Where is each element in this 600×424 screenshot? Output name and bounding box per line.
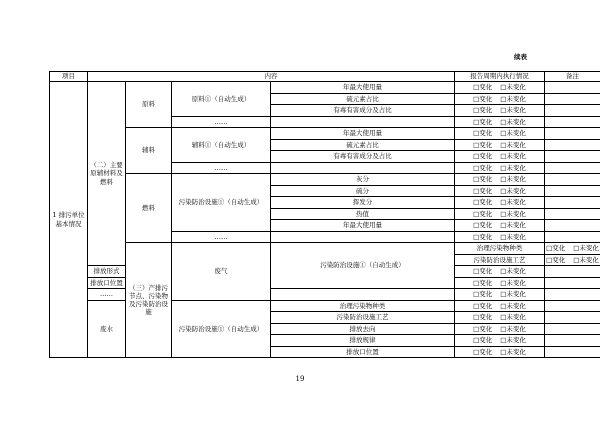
water-field: 排放规律: [271, 335, 455, 347]
option-changed[interactable]: □变化: [473, 278, 493, 287]
remark-cell: [545, 231, 600, 243]
option-changed[interactable]: □变化: [473, 324, 493, 333]
option-unchanged[interactable]: □未变化: [500, 198, 526, 207]
fuel-field: 灰分: [271, 174, 455, 186]
status-options: [455, 335, 545, 347]
option-unchanged[interactable]: □未变化: [500, 313, 526, 322]
option-changed[interactable]: □变化: [473, 267, 493, 276]
fuel-field: 热值: [271, 208, 455, 220]
remark-cell: [545, 174, 600, 186]
table-row: [50, 128, 600, 140]
status-options: [455, 93, 545, 105]
raw-field: 硫元素占比: [271, 93, 455, 105]
status-options: [545, 243, 600, 255]
option-changed[interactable]: □变化: [473, 175, 493, 184]
aux-item: 辅料①（自动生成）: [172, 128, 271, 163]
option-changed[interactable]: □变化: [473, 140, 493, 149]
remark-cell: [545, 277, 600, 289]
table-row: [50, 174, 600, 186]
gas-field: 污染防治设施工艺: [455, 254, 545, 266]
water-field: 排放去向: [271, 323, 455, 335]
remark-cell: [545, 300, 600, 312]
header-report: 报告周期内执行情况: [455, 72, 545, 82]
fuel-field: 年最大使用量: [271, 220, 455, 232]
fuel-field: 硫分: [271, 185, 455, 197]
option-changed[interactable]: □变化: [473, 313, 493, 322]
remark-cell: [545, 197, 600, 209]
option-unchanged[interactable]: □未变化: [500, 324, 526, 333]
option-changed[interactable]: □变化: [473, 106, 493, 115]
remark-cell: [545, 312, 600, 324]
remark-cell: [545, 323, 600, 335]
remark-cell: [545, 139, 600, 151]
status-options: [455, 151, 545, 163]
raw-more: ……: [172, 116, 271, 128]
table-row: [50, 243, 600, 255]
option-unchanged[interactable]: □未变化: [573, 244, 599, 253]
aux-more: ……: [172, 162, 271, 174]
status-options: [455, 174, 545, 186]
header-item: 项目: [50, 72, 88, 82]
raw-category: 原料: [126, 82, 172, 128]
option-changed[interactable]: □变化: [473, 129, 493, 138]
water-field: 治理污染物种类: [271, 300, 455, 312]
fuel-more-field: [271, 231, 455, 243]
option-unchanged[interactable]: □未变化: [500, 117, 526, 126]
aux-more-field: [271, 162, 455, 174]
gas-more-field: [271, 289, 455, 301]
status-options: [455, 208, 545, 220]
status-options: [455, 277, 545, 289]
option-unchanged[interactable]: □未变化: [573, 255, 599, 264]
report-table: [49, 71, 600, 358]
page-number: 19: [295, 375, 305, 383]
status-options: [455, 185, 545, 197]
status-options: [455, 105, 545, 117]
option-unchanged[interactable]: □未变化: [500, 336, 526, 345]
remark-cell: [545, 208, 600, 220]
status-options: [455, 220, 545, 232]
option-unchanged[interactable]: □未变化: [500, 163, 526, 172]
option-changed[interactable]: □变化: [473, 232, 493, 241]
remark-cell: [545, 220, 600, 232]
option-unchanged[interactable]: □未变化: [500, 106, 526, 115]
option-unchanged[interactable]: □未变化: [500, 83, 526, 92]
option-unchanged[interactable]: □未变化: [500, 278, 526, 287]
option-changed[interactable]: □变化: [546, 244, 566, 253]
status-options: [455, 346, 545, 358]
header-remark: 备注: [545, 72, 600, 82]
remark-cell: [545, 105, 600, 117]
header-row: [50, 72, 600, 82]
option-changed[interactable]: □变化: [473, 221, 493, 230]
header-content: 内容: [88, 72, 455, 82]
gas-field: 排放口位置: [88, 277, 126, 289]
gas-field: 排放形式: [88, 266, 126, 278]
option-unchanged[interactable]: □未变化: [500, 175, 526, 184]
gas-field: 治理污染物种类: [455, 243, 545, 255]
option-unchanged[interactable]: □未变化: [500, 347, 526, 356]
remark-cell: [545, 128, 600, 140]
status-options: [455, 162, 545, 174]
status-options: [455, 312, 545, 324]
status-options: [455, 82, 545, 94]
remark-cell: [545, 346, 600, 358]
aux-field: 年最大使用量: [271, 128, 455, 140]
option-unchanged[interactable]: □未变化: [500, 232, 526, 241]
option-unchanged[interactable]: □未变化: [500, 186, 526, 195]
remark-cell: [545, 162, 600, 174]
option-changed[interactable]: □变化: [473, 152, 493, 161]
aux-field: 硫元素占比: [271, 139, 455, 151]
subsection-materials: （二）主要原辅材料及燃料: [88, 82, 126, 266]
option-changed[interactable]: □变化: [473, 336, 493, 345]
option-unchanged[interactable]: □未变化: [500, 267, 526, 276]
remark-cell: [545, 289, 600, 301]
fuel-category: 燃料: [126, 174, 172, 243]
option-changed[interactable]: □变化: [473, 301, 493, 310]
water-field: 污染防治设施工艺: [271, 312, 455, 324]
remark-cell: [545, 335, 600, 347]
remark-cell: [545, 151, 600, 163]
remark-cell: [545, 82, 600, 94]
gas-item: 污染防治设施①（自动生成）: [271, 243, 455, 289]
status-options: [455, 197, 545, 209]
status-options: [545, 254, 600, 266]
option-changed[interactable]: □变化: [473, 290, 493, 299]
aux-field: 有毒有害成分及占比: [271, 151, 455, 163]
continued-label: 续表: [514, 53, 527, 61]
status-options: [455, 231, 545, 243]
table-row: [50, 82, 600, 94]
option-unchanged[interactable]: □未变化: [500, 129, 526, 138]
option-unchanged[interactable]: □未变化: [500, 140, 526, 149]
fuel-more: ……: [172, 231, 271, 243]
status-options: [455, 116, 545, 128]
option-changed[interactable]: □变化: [473, 83, 493, 92]
option-changed[interactable]: □变化: [473, 198, 493, 207]
option-unchanged[interactable]: □未变化: [500, 209, 526, 218]
status-options: [455, 323, 545, 335]
option-changed[interactable]: □变化: [473, 117, 493, 126]
option-changed[interactable]: □变化: [473, 186, 493, 195]
remark-cell: [545, 116, 600, 128]
remark-cell: [545, 185, 600, 197]
option-changed[interactable]: □变化: [473, 347, 493, 356]
section-main: 1 排污单位基本情况: [50, 82, 88, 358]
option-changed[interactable]: □变化: [473, 209, 493, 218]
subsection-pollution: （三）产排污节点、污染物及污染防治设施: [126, 243, 172, 358]
water-field: 排放口位置: [271, 346, 455, 358]
fuel-field: 挥发分: [271, 197, 455, 209]
status-options: [455, 289, 545, 301]
water-item: 污染防治设施①（自动生成）: [172, 300, 271, 358]
option-unchanged[interactable]: □未变化: [500, 301, 526, 310]
remark-cell: [545, 93, 600, 105]
option-unchanged[interactable]: □未变化: [500, 221, 526, 230]
status-options: [455, 128, 545, 140]
raw-more-field: [271, 116, 455, 128]
option-unchanged[interactable]: □未变化: [500, 94, 526, 103]
option-changed[interactable]: □变化: [473, 163, 493, 172]
option-unchanged[interactable]: □未变化: [500, 152, 526, 161]
gas-more: ……: [88, 289, 126, 301]
option-changed[interactable]: □变化: [473, 94, 493, 103]
remark-cell: [545, 266, 600, 278]
water-category: 废水: [88, 300, 126, 358]
fuel-item: 污染防治设施①（自动生成）: [172, 174, 271, 232]
raw-field: 有毒有害成分及占比: [271, 105, 455, 117]
status-options: [455, 266, 545, 278]
gas-category: 废气: [172, 243, 271, 301]
aux-category: 辅料: [126, 128, 172, 174]
raw-field: 年最大使用量: [271, 82, 455, 94]
option-changed[interactable]: □变化: [546, 255, 566, 264]
option-unchanged[interactable]: □未变化: [500, 290, 526, 299]
raw-item: 原料①（自动生成）: [172, 82, 271, 117]
status-options: [455, 300, 545, 312]
status-options: [455, 139, 545, 151]
